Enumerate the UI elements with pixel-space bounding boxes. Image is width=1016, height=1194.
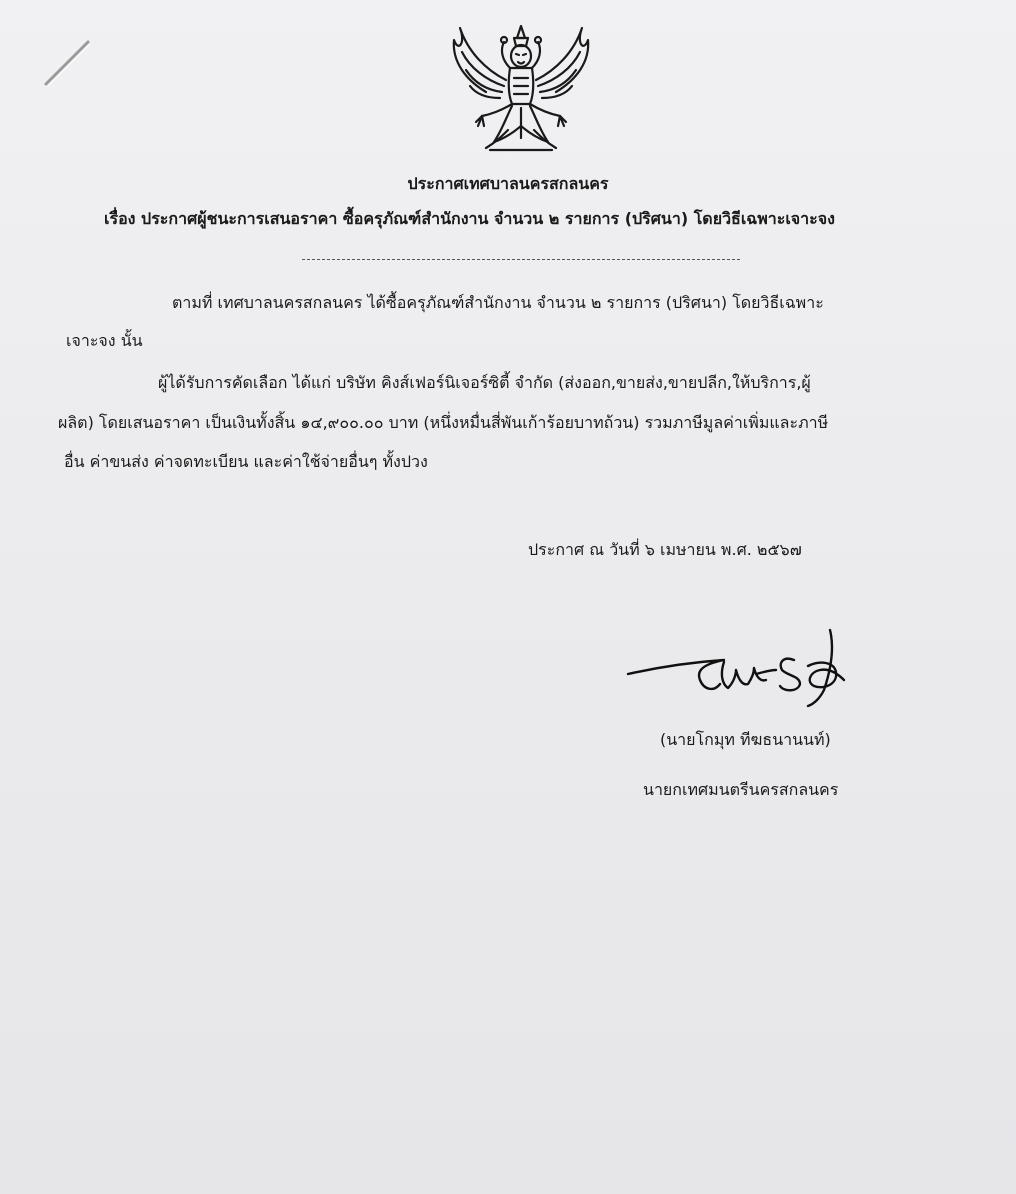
signer-position: นายกเทศมนตรีนครสกลนคร: [643, 780, 839, 799]
divider-rule: [302, 259, 740, 260]
paragraph-2-line-3: อื่น ค่าขนส่ง ค่าจดทะเบียน และค่าใช้จ่ายอื่นๆ ทั้งปวง: [64, 452, 428, 471]
organization-title: ประกาศเทศบาลนครสกลนคร: [407, 174, 609, 193]
signer-name: (นายโกมุท ทีฆธนานนท์): [660, 730, 831, 749]
paragraph-1-line-1: ตามที่ เทศบาลนครสกลนคร ได้ซื้อครุภัณฑ์สำนักงาน จำนวน ๒ รายการ (ปริศนา) โดยวิธีเฉพาะ: [172, 293, 824, 312]
garuda-emblem-icon: [446, 22, 596, 154]
pen-stroke-mark: [40, 36, 100, 96]
handwritten-signature: [624, 626, 864, 710]
subject-line: เรื่อง ประกาศผู้ชนะการเสนอราคา ซื้อครุภัณฑ์สำนักงาน จำนวน ๒ รายการ (ปริศนา) โดยวิธีเฉพาะเจาะจง: [104, 209, 835, 228]
paragraph-1-line-2: เจาะจง นั้น: [66, 331, 143, 350]
announcement-date: ประกาศ ณ วันที่ ๖ เมษายน พ.ศ. ๒๕๖๗: [528, 540, 802, 559]
paragraph-2-line-1: ผู้ได้รับการคัดเลือก ได้แก่ บริษัท คิงส์เฟอร์นิเจอร์ซิตี้ จำกัด (ส่งออก,ขายส่ง,ขายปลีก,ให้บริการ,ผู้: [158, 373, 811, 392]
paragraph-2-line-2: ผลิต) โดยเสนอราคา เป็นเงินทั้งสิ้น ๑๔,๙๐๐.๐๐ บาท (หนึ่งหมื่นสี่พันเก้าร้อยบาทถ้วน) รวมภาษีมูลค่าเพิ่มและภาษี: [58, 413, 829, 432]
